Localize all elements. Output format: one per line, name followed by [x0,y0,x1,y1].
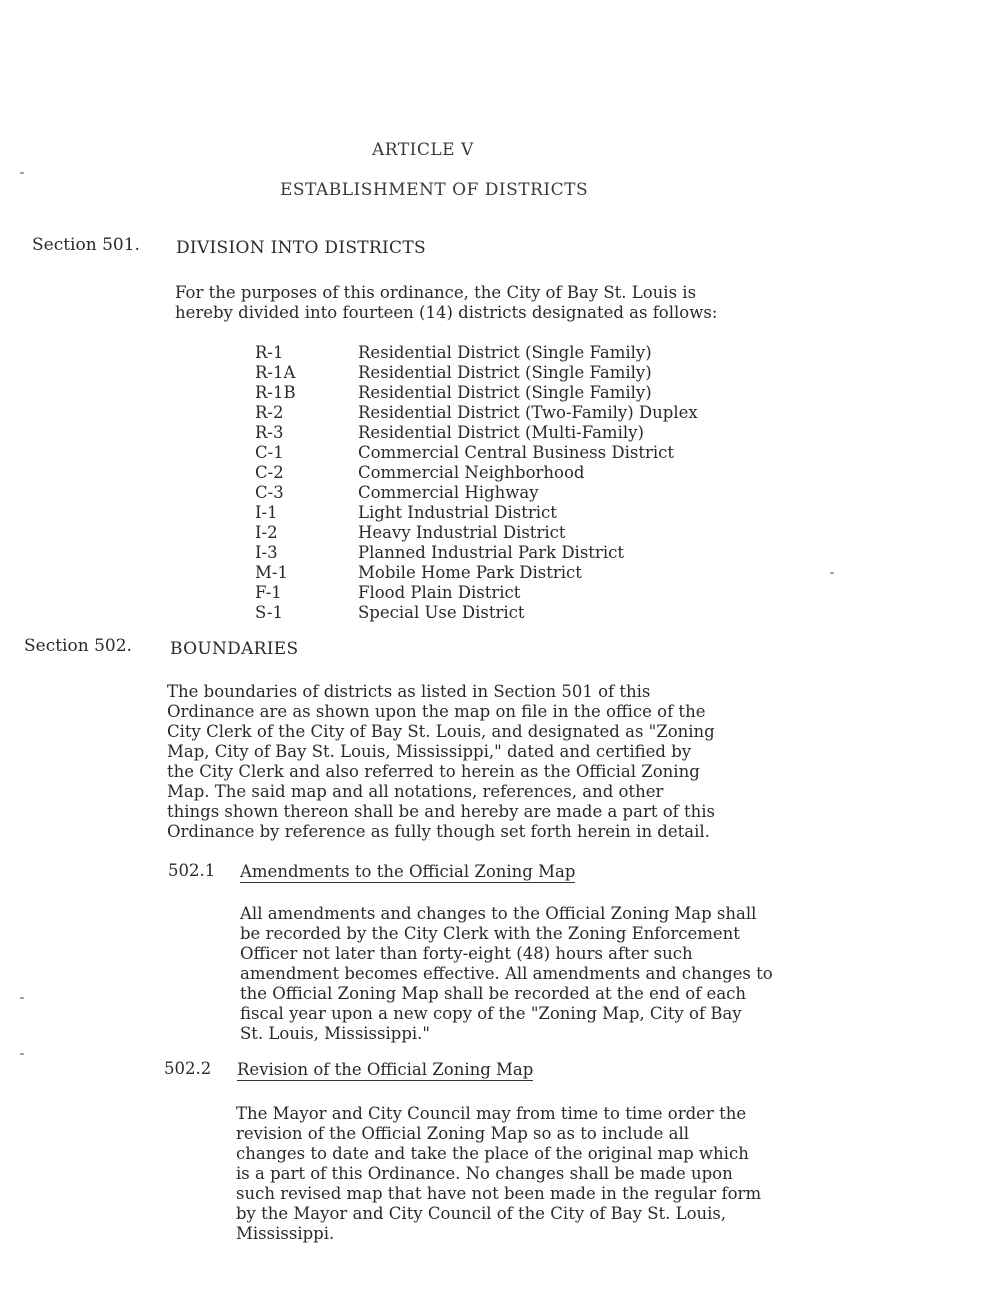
paragraph-line: City Clerk of the City of Bay St. Louis, and designated as "Zoning [167,722,715,741]
paragraph-line: Ordinance are as shown upon the map on file in the office of the [167,702,706,721]
section-501-intro [175,283,717,323]
district-list [255,343,698,623]
paragraph-line: revision of the Official Zoning Map so as to include all [236,1124,690,1143]
district-row [255,443,698,463]
district-row [255,363,698,383]
district-name: Residential District (Two-Family) Duplex [358,403,698,422]
district-row [255,343,698,363]
subsection-502-1-title: Amendments to the Official Zoning Map [240,862,576,881]
subsection-502-2-title: Revision of the Official Zoning Map [237,1060,534,1079]
district-name: Commercial Highway [358,483,539,502]
district-name: Planned Industrial Park District [358,543,624,562]
scan-speck [20,1053,24,1055]
scan-speck [20,997,24,999]
section-502-title: BOUNDARIES [170,639,299,659]
section-502-body [167,682,715,842]
district-code: F-1 [255,583,282,602]
paragraph-line: the City Clerk and also referred to herein as the Official Zoning [167,762,700,781]
district-code: I-1 [255,503,278,522]
district-row [255,583,698,603]
district-row [255,403,698,423]
district-row [255,543,698,563]
paragraph-line: Officer not later than forty-eight (48) hours after such [240,944,693,963]
article-title: ARTICLE V [372,140,474,160]
district-code: R-1A [255,363,296,382]
paragraph-line: by the Mayor and City Council of the City of Bay St. Louis, [236,1204,727,1223]
paragraph-line: The Mayor and City Council may from time to time order the [236,1104,747,1123]
subsection-502-1-body [240,904,773,1044]
district-code: M-1 [255,563,288,582]
section-501-title: DIVISION INTO DISTRICTS [176,238,426,258]
scan-speck [20,172,24,174]
district-row [255,463,698,483]
district-code: R-3 [255,423,284,442]
district-row [255,523,698,543]
paragraph-line: amendment becomes effective. All amendments and changes to [240,964,773,983]
district-name: Flood Plain District [358,583,521,602]
district-code: R-2 [255,403,284,422]
district-row [255,603,698,623]
paragraph-line: For the purposes of this ordinance, the City of Bay St. Louis is [175,283,697,302]
paragraph-line: fiscal year upon a new copy of the "Zoning Map, City of Bay [240,1004,742,1023]
paragraph-line: Ordinance by reference as fully though set forth herein in detail. [167,822,710,841]
district-name: Special Use District [358,603,525,622]
district-row [255,563,698,583]
district-code: S-1 [255,603,283,622]
section-502-number: Section 502. [24,636,132,656]
district-name: Residential District (Single Family) [358,383,652,402]
district-code: C-1 [255,443,284,462]
district-row [255,423,698,443]
paragraph-line: St. Louis, Mississippi." [240,1024,431,1043]
district-code: R-1B [255,383,296,402]
paragraph-line: is a part of this Ordinance. No changes shall be made upon [236,1164,733,1183]
paragraph-line: Mississippi. [236,1224,335,1243]
paragraph-line: hereby divided into fourteen (14) districts designated as follows: [175,303,718,322]
subsection-502-2-number: 502.2 [164,1059,212,1078]
paragraph-line: changes to date and take the place of the original map which [236,1144,749,1163]
district-row [255,503,698,523]
section-501-number: Section 501. [32,235,140,255]
subsection-502-1-number: 502.1 [168,861,216,880]
district-name: Commercial Central Business District [358,443,674,462]
paragraph-line: such revised map that have not been made in the regular form [236,1184,762,1203]
paragraph-line: things shown thereon shall be and hereby are made a part of this [167,802,716,821]
article-subtitle: ESTABLISHMENT OF DISTRICTS [280,180,589,200]
paragraph-line: Map, City of Bay St. Louis, Mississippi," dated and certified by [167,742,692,761]
district-name: Residential District (Multi-Family) [358,423,644,442]
district-code: C-3 [255,483,284,502]
district-name: Residential District (Single Family) [358,343,652,362]
district-name: Mobile Home Park District [358,563,582,582]
scan-speck [830,572,834,574]
district-row [255,483,698,503]
district-name: Heavy Industrial District [358,523,566,542]
paragraph-line: All amendments and changes to the Official Zoning Map shall [240,904,757,923]
district-code: C-2 [255,463,284,482]
district-name: Commercial Neighborhood [358,463,585,482]
district-code: R-1 [255,343,284,362]
district-name: Light Industrial District [358,503,557,522]
paragraph-line: The boundaries of districts as listed in Section 501 of this [167,682,651,701]
district-code: I-2 [255,523,278,542]
paragraph-line: the Official Zoning Map shall be recorded at the end of each [240,984,747,1003]
subsection-502-2-body [236,1104,761,1244]
district-code: I-3 [255,543,278,562]
district-row [255,383,698,403]
paragraph-line: be recorded by the City Clerk with the Zoning Enforcement [240,924,740,943]
district-name: Residential District (Single Family) [358,363,652,382]
paragraph-line: Map. The said map and all notations, references, and other [167,782,664,801]
